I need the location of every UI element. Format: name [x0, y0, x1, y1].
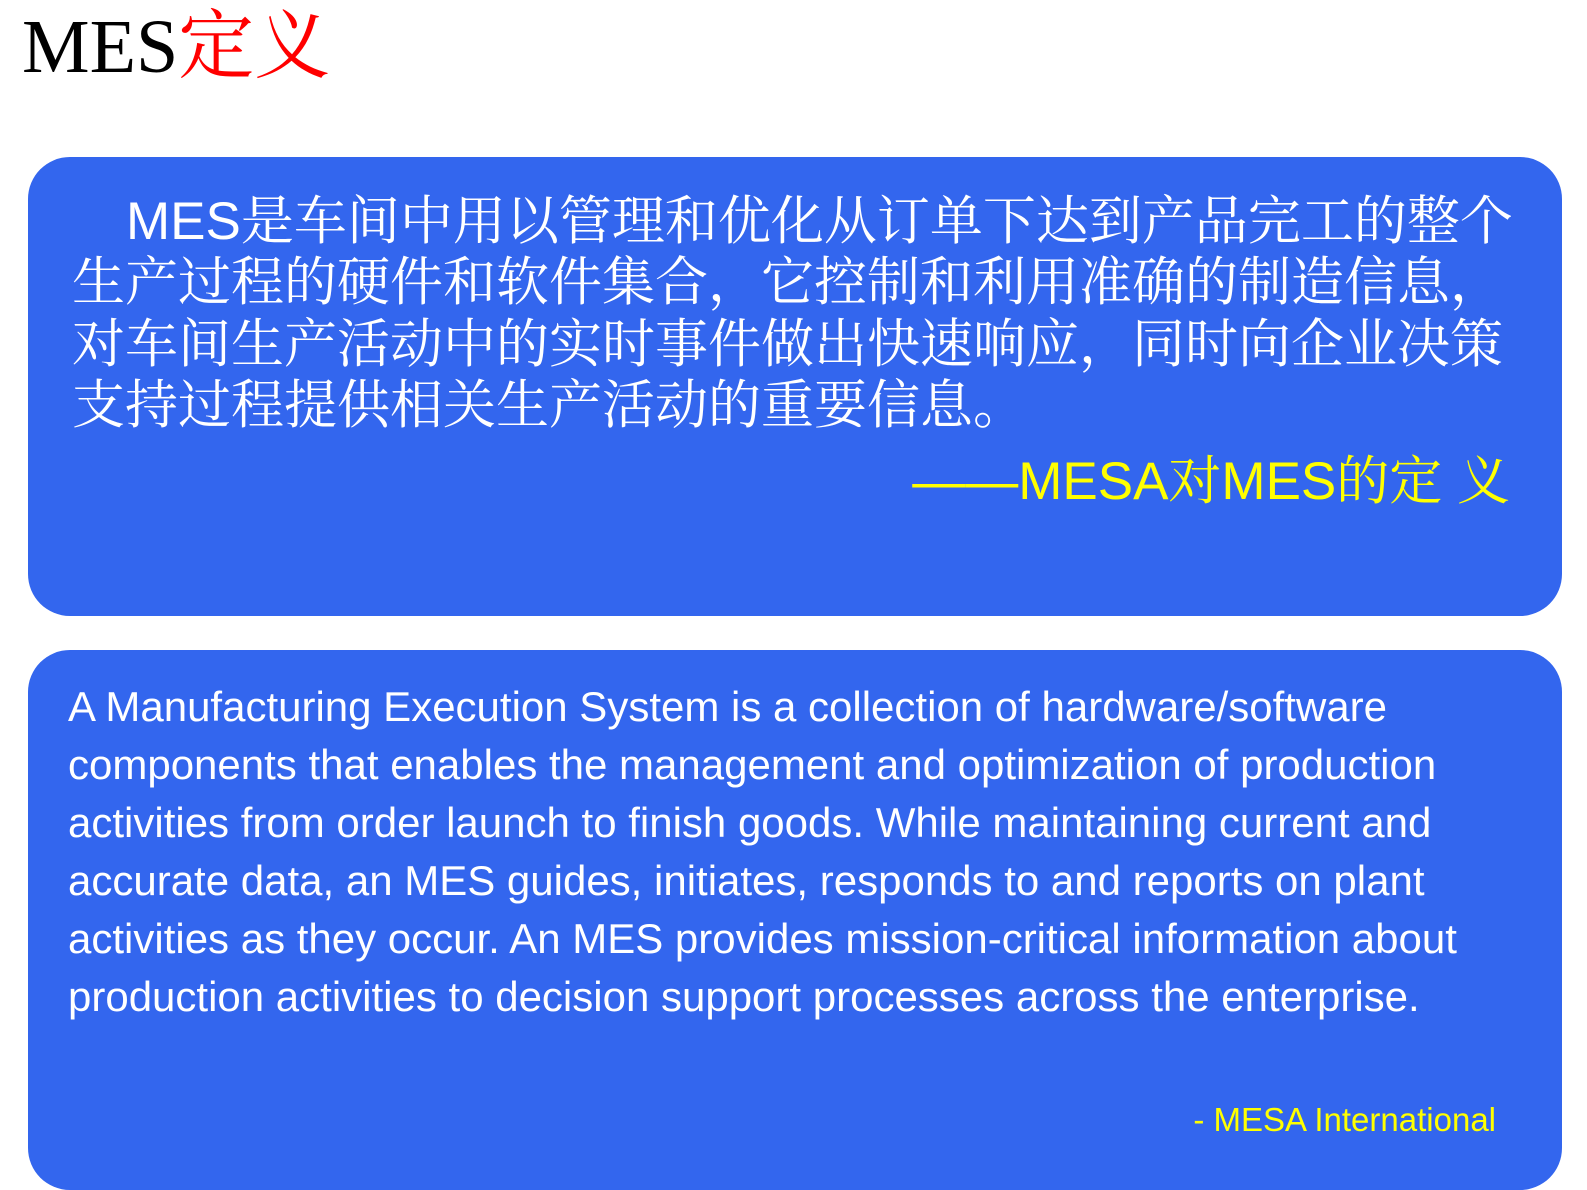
english-definition-source: - MESA International: [1193, 1100, 1496, 1138]
english-definition-box: [28, 650, 1562, 1190]
page-title-chinese: 定义: [178, 5, 331, 89]
page-title: [22, 5, 331, 89]
page-title-latin: MES: [22, 5, 179, 89]
chinese-definition-text: MES是车间中用以管理和优化从订单下达到产品完工的整个生产过程的硬件和软件集合，它控制和利用准确的制造信息，对车间生产活动中的实时事件做出快速响应，同时向企业决策支持过程提供相关生产活动的重要信息。: [72, 192, 1513, 436]
english-definition-text: A Manufacturing Execution System is a collection of hardware/software components that enables the management and optimization of production activities from order launch to finish goods. While maintaining current and accurate data, an MES guides, initiates, responds to and reports on plant activities as they occur. An MES provides mission-critical information about production activities to decision support processes across the enterprise.: [68, 683, 1457, 1020]
chinese-definition-source: ——MESA对MES的定 义: [912, 451, 1510, 511]
chinese-definition-box: [28, 157, 1562, 616]
